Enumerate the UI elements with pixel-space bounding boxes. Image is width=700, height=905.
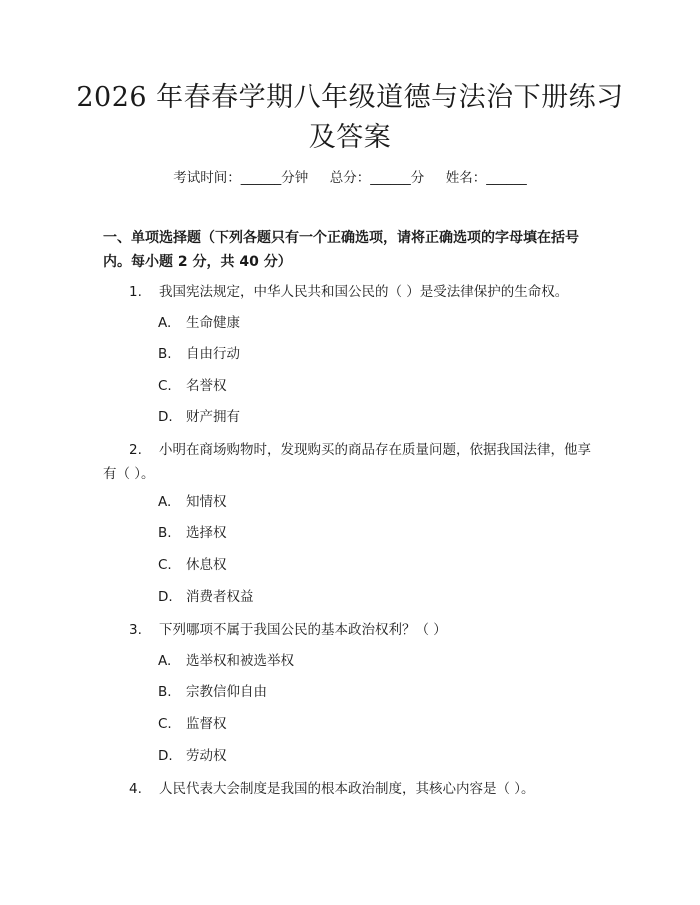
option-letter: B. bbox=[158, 525, 172, 541]
section-heading bbox=[103, 226, 603, 274]
question-text: 下列哪项不属于我国公民的基本政治权利？（ ） bbox=[159, 622, 447, 638]
option-1a bbox=[158, 313, 558, 333]
option-text: 财产拥有 bbox=[186, 409, 240, 425]
option-letter: A. bbox=[158, 315, 172, 331]
option-text: 劳动权 bbox=[186, 748, 227, 764]
option-letter: B. bbox=[158, 684, 172, 700]
option-3d bbox=[158, 746, 558, 766]
option-text: 选择权 bbox=[186, 525, 227, 541]
option-letter: C. bbox=[158, 378, 172, 394]
question-number: 1. bbox=[129, 284, 142, 300]
section-heading-line-1: 一、单项选择题（下列各题只有一个正确选项，请将正确选项的字母填在括号 bbox=[103, 230, 579, 246]
option-text: 名誉权 bbox=[186, 378, 227, 394]
option-3c bbox=[158, 714, 558, 734]
question-1 bbox=[103, 280, 603, 304]
title-line-1: 2026 年春春学期八年级道德与法治下册练习 bbox=[76, 82, 624, 113]
option-letter: B. bbox=[158, 346, 172, 362]
option-letter: D. bbox=[158, 589, 173, 605]
question-number: 4. bbox=[129, 781, 142, 797]
question-text-line-1: 小明在商场购物时，发现购买的商品存在质量问题，依据我国法律，他享 bbox=[159, 442, 591, 458]
question-text: 人民代表大会制度是我国的根本政治制度，其核心内容是（ ）。 bbox=[159, 781, 535, 797]
option-text: 选举权和被选举权 bbox=[186, 653, 294, 669]
question-number: 2. bbox=[129, 442, 142, 458]
option-text: 监督权 bbox=[186, 716, 227, 732]
option-3a bbox=[158, 651, 558, 671]
option-1c bbox=[158, 376, 558, 396]
question-number: 3. bbox=[129, 622, 142, 638]
option-1d bbox=[158, 407, 558, 427]
option-letter: A. bbox=[158, 653, 172, 669]
option-3b bbox=[158, 682, 558, 702]
option-text: 生命健康 bbox=[186, 315, 240, 331]
option-letter: D. bbox=[158, 409, 173, 425]
option-letter: C. bbox=[158, 716, 172, 732]
option-text: 消费者权益 bbox=[186, 589, 254, 605]
question-3 bbox=[103, 618, 603, 642]
question-4 bbox=[103, 777, 603, 801]
option-letter: A. bbox=[158, 494, 172, 510]
exam-info-line: 考试时间：______分钟 总分：______分 姓名：______ bbox=[173, 170, 527, 186]
option-1b bbox=[158, 344, 558, 364]
option-text: 宗教信仰自由 bbox=[186, 684, 267, 700]
option-letter: C. bbox=[158, 557, 172, 573]
option-text: 休息权 bbox=[186, 557, 227, 573]
option-2d bbox=[158, 587, 558, 607]
question-text: 我国宪法规定，中华人民共和国公民的（ ）是受法律保护的生命权。 bbox=[159, 284, 569, 300]
option-2b bbox=[158, 523, 558, 543]
option-text: 自由行动 bbox=[186, 346, 240, 362]
option-2a bbox=[158, 492, 558, 512]
question-2 bbox=[103, 438, 603, 486]
option-text: 知情权 bbox=[186, 494, 227, 510]
option-letter: D. bbox=[158, 748, 173, 764]
title-line-2: 及答案 bbox=[308, 122, 392, 153]
option-2c bbox=[158, 555, 558, 575]
document-title bbox=[60, 78, 640, 158]
section-heading-line-2: 内。每小题 2 分，共 40 分） bbox=[103, 254, 292, 270]
question-text-line-2: 有（ ）。 bbox=[103, 466, 155, 482]
